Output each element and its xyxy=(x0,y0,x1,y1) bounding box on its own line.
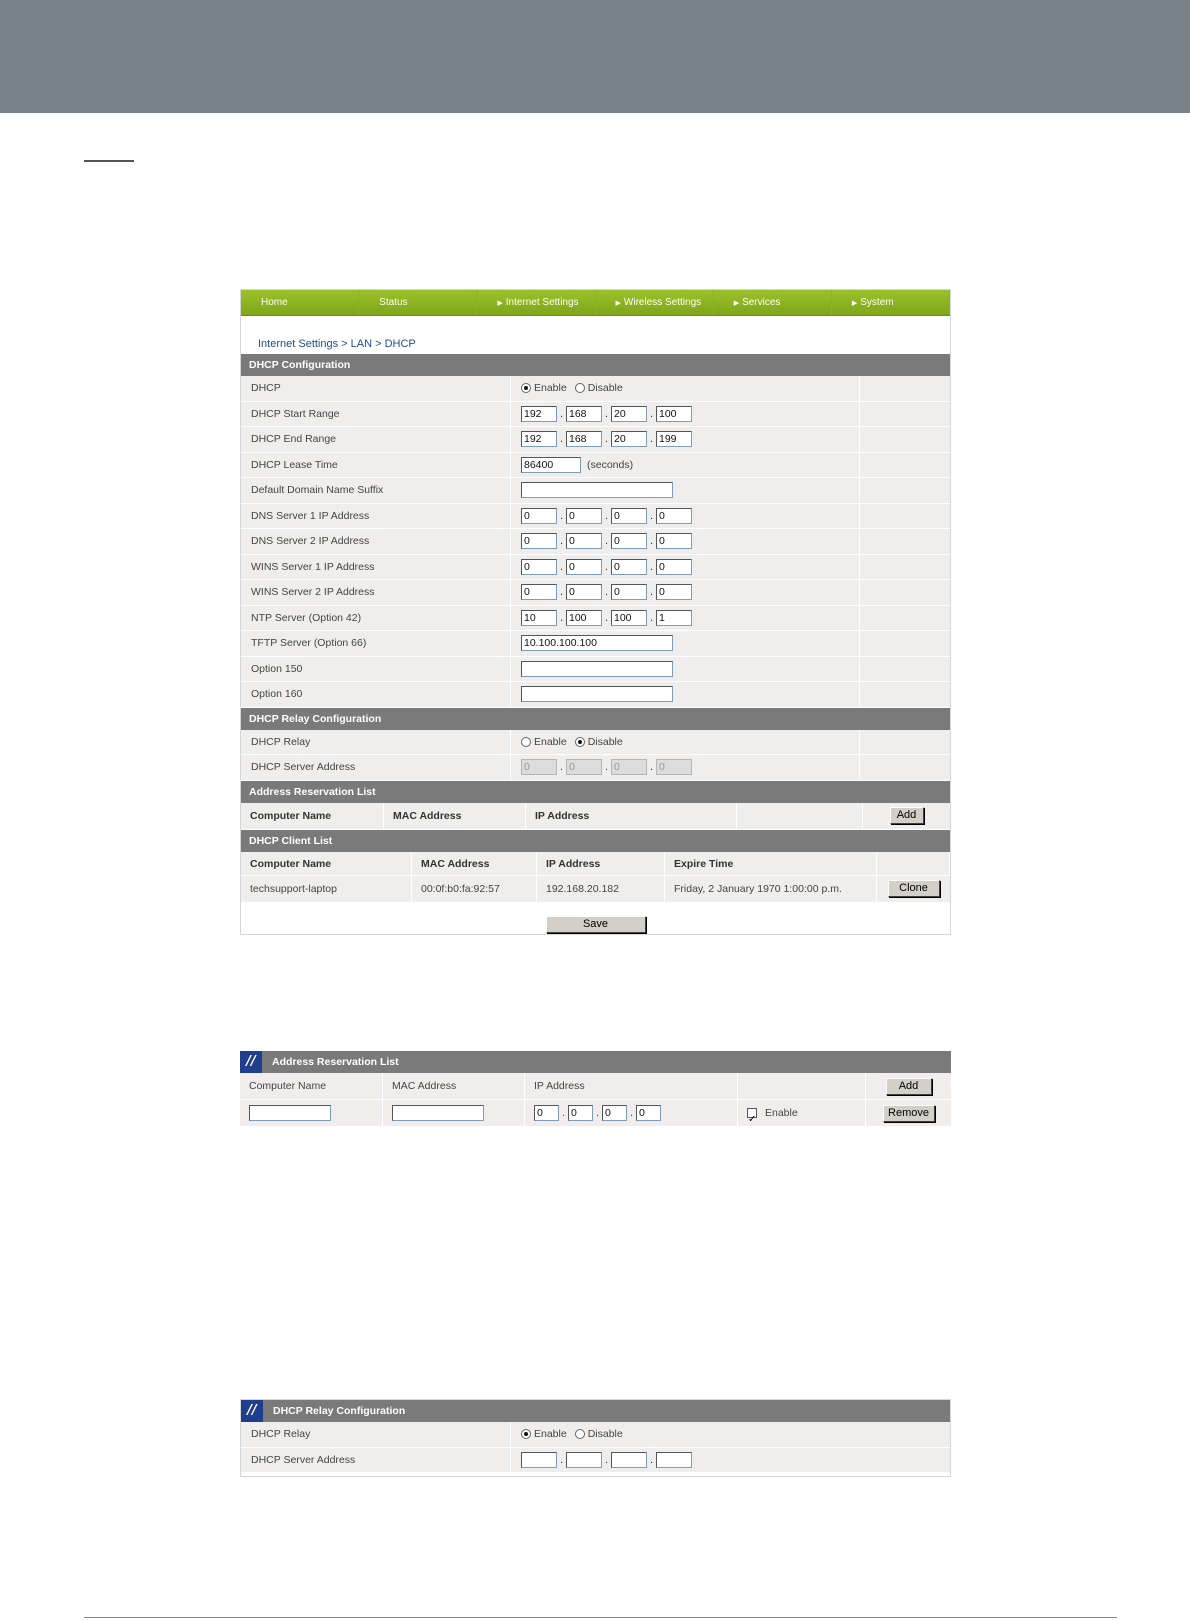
reservation-col-ip: IP Address xyxy=(526,803,737,829)
reservation-detail-col-name: Computer Name xyxy=(240,1073,383,1099)
top-banner xyxy=(0,0,1190,113)
relay-config-header: DHCP Relay Configuration xyxy=(241,708,950,730)
nav-wireless-settings[interactable] xyxy=(596,290,714,315)
relay-detail-enable-radio[interactable] xyxy=(521,1429,531,1439)
client-name-cell: techsupport-laptop xyxy=(241,876,412,902)
ntp-label: NTP Server (Option 42) xyxy=(241,606,511,631)
wins1-octet-3[interactable]: 0 xyxy=(611,559,647,575)
dhcp-toggle-row xyxy=(241,376,950,402)
reservation-mac-cell xyxy=(383,1100,525,1126)
dhcp-settings-screenshot xyxy=(240,289,951,935)
option150-field xyxy=(511,657,860,682)
nav-home-label: Home xyxy=(261,297,288,308)
end-range-octet-2[interactable]: 168 xyxy=(566,431,602,447)
relay-detail-toggle-row xyxy=(241,1422,950,1448)
top-nav-bar xyxy=(241,290,950,316)
reservation-col-mac: MAC Address xyxy=(384,803,526,829)
relay-detail-octet-2[interactable] xyxy=(566,1452,602,1468)
start-range-octet-2[interactable]: 168 xyxy=(566,406,602,422)
tftp-input[interactable]: 10.100.100.100 xyxy=(521,635,673,651)
reservation-enable-checkbox[interactable] xyxy=(747,1108,757,1118)
ip-dot: . xyxy=(604,560,609,573)
ip-dot: . xyxy=(649,509,654,522)
header-underline xyxy=(84,160,134,162)
ip-dot: . xyxy=(604,761,609,774)
client-col-expire: Expire Time xyxy=(665,852,877,875)
row-end-cell xyxy=(860,427,950,452)
nav-system[interactable] xyxy=(832,290,950,315)
start-range-octet-3[interactable]: 20 xyxy=(611,406,647,422)
brand-logo-icon: // xyxy=(240,1051,262,1073)
dhcp-config-header: DHCP Configuration xyxy=(241,354,950,376)
relay-enable-label: Enable xyxy=(534,735,567,748)
row-end-cell xyxy=(860,682,950,707)
relay-toggle xyxy=(511,730,860,755)
nav-status-label: Status xyxy=(379,297,408,308)
reservation-header: Address Reservation List xyxy=(241,781,950,803)
client-col-ip: IP Address xyxy=(537,852,665,875)
end-range-octet-3[interactable]: 20 xyxy=(611,431,647,447)
option150-input[interactable] xyxy=(521,661,673,677)
domain-suffix-label: Default Domain Name Suffix xyxy=(241,478,511,503)
reservation-detail-screenshot xyxy=(240,1051,951,1128)
relay-detail-header xyxy=(241,1400,950,1422)
end-range-ip xyxy=(511,427,860,452)
reservation-ip-octet-4[interactable]: 0 xyxy=(636,1105,661,1121)
client-ip-cell: 192.168.20.182 xyxy=(537,876,665,902)
save-button[interactable]: Save xyxy=(546,916,646,933)
dns2-row xyxy=(241,529,950,555)
ntp-octet-3[interactable]: 100 xyxy=(611,610,647,626)
row-end-cell xyxy=(860,555,950,580)
option160-input[interactable] xyxy=(521,686,673,702)
option160-label: Option 160 xyxy=(241,682,511,707)
reservation-detail-col-empty xyxy=(738,1073,866,1099)
ip-dot: . xyxy=(559,611,564,624)
reservation-ip-octet-2[interactable]: 0 xyxy=(568,1105,593,1121)
row-end-cell xyxy=(860,529,950,554)
row-end-cell xyxy=(860,657,950,682)
reservation-add-cell xyxy=(863,803,950,829)
client-col-empty xyxy=(877,852,950,875)
relay-enable-radio[interactable] xyxy=(521,737,531,747)
end-range-label: DHCP End Range xyxy=(241,427,511,452)
option160-field xyxy=(511,682,860,707)
wins2-ip xyxy=(511,580,860,605)
reservation-ip-octet-1[interactable]: 0 xyxy=(534,1105,559,1121)
relay-server-octet-1: 0 xyxy=(521,759,557,775)
breadcrumb[interactable]: Internet Settings > LAN > DHCP xyxy=(258,338,416,350)
reservation-name-input[interactable] xyxy=(249,1105,331,1121)
row-end-cell xyxy=(860,606,950,631)
ip-dot: . xyxy=(649,611,654,624)
ip-dot: . xyxy=(649,560,654,573)
row-end-cell xyxy=(860,402,950,427)
ip-dot: . xyxy=(559,407,564,420)
ip-dot: . xyxy=(649,586,654,599)
ntp-ip xyxy=(511,606,860,631)
start-range-ip xyxy=(511,402,860,427)
nav-system-label: System xyxy=(860,297,894,308)
domain-suffix-input[interactable] xyxy=(521,482,673,498)
reservation-detail-title: Address Reservation List xyxy=(272,1056,399,1068)
ip-dot: . xyxy=(604,407,609,420)
reservation-name-cell xyxy=(240,1100,383,1126)
reservation-col-empty xyxy=(737,803,863,829)
reservation-entry-row xyxy=(240,1100,951,1127)
end-range-row xyxy=(241,427,950,453)
nav-internet-settings[interactable] xyxy=(477,290,595,315)
row-end-cell xyxy=(860,504,950,529)
dns1-label: DNS Server 1 IP Address xyxy=(241,504,511,529)
reservation-mac-input[interactable] xyxy=(392,1105,484,1121)
arrow-right-icon: ▶ xyxy=(615,300,621,307)
row-end-cell xyxy=(860,453,950,478)
nav-status[interactable] xyxy=(359,290,477,315)
reservation-ip-octet-3[interactable]: 0 xyxy=(602,1105,627,1121)
ip-dot: . xyxy=(649,535,654,548)
relay-detail-enable-label: Enable xyxy=(534,1428,567,1441)
relay-detail-octet-1[interactable] xyxy=(521,1452,557,1468)
client-list-header: DHCP Client List xyxy=(241,830,950,852)
dns2-octet-4[interactable]: 0 xyxy=(656,533,692,549)
dns2-ip xyxy=(511,529,860,554)
relay-detail-server-ip xyxy=(511,1448,950,1473)
ip-dot: . xyxy=(604,586,609,599)
wins2-octet-3[interactable]: 0 xyxy=(611,584,647,600)
dns2-octet-2[interactable]: 0 xyxy=(566,533,602,549)
relay-detail-toggle xyxy=(511,1422,950,1447)
arrow-right-icon: ▶ xyxy=(851,300,858,307)
ip-dot: . xyxy=(649,407,654,420)
ip-dot: . xyxy=(559,560,564,573)
relay-server-octet-2: 0 xyxy=(566,759,602,775)
relay-detail-disable-label: Disable xyxy=(587,1428,623,1441)
ip-dot: . xyxy=(559,761,564,774)
ip-dot: . xyxy=(559,586,564,599)
relay-detail-disable-radio[interactable] xyxy=(575,1429,585,1439)
relay-label: DHCP Relay xyxy=(241,730,511,755)
relay-detail-title: DHCP Relay Configuration xyxy=(273,1405,406,1417)
ip-dot: . xyxy=(595,1106,600,1119)
dns2-label: DNS Server 2 IP Address xyxy=(241,529,511,554)
dns1-octet-3[interactable]: 0 xyxy=(611,508,647,524)
reservation-enable-label: Enable xyxy=(765,1106,798,1119)
start-range-label: DHCP Start Range xyxy=(241,402,511,427)
ntp-row xyxy=(241,606,950,632)
add-reservation-button[interactable]: Add xyxy=(886,1078,932,1095)
client-list-header-row xyxy=(241,852,950,876)
relay-disable-radio[interactable] xyxy=(575,737,585,747)
relay-server-row xyxy=(241,755,950,781)
dhcp-enable-label: Enable xyxy=(534,382,567,395)
ip-dot: . xyxy=(604,433,609,446)
nav-services-label: Services xyxy=(742,297,781,308)
ntp-octet-2[interactable]: 100 xyxy=(566,610,602,626)
clone-button[interactable]: Clone xyxy=(888,880,940,897)
dhcp-enable-radio[interactable] xyxy=(521,383,531,393)
table-row xyxy=(241,876,950,903)
reservation-detail-header-row xyxy=(240,1073,951,1100)
dhcp-disable-label: Disable xyxy=(587,382,623,395)
relay-detail-label: DHCP Relay xyxy=(241,1422,511,1447)
ip-dot: . xyxy=(559,535,564,548)
wins1-row xyxy=(241,555,950,581)
nav-home[interactable] xyxy=(241,290,359,315)
dns1-octet-1[interactable]: 0 xyxy=(521,508,557,524)
ip-dot: . xyxy=(604,509,609,522)
dns1-ip xyxy=(511,504,860,529)
end-range-octet-1[interactable]: 192 xyxy=(521,431,557,447)
ip-dot: . xyxy=(559,509,564,522)
reservation-enable-cell xyxy=(738,1100,866,1126)
save-area xyxy=(241,903,950,946)
wins2-label: WINS Server 2 IP Address xyxy=(241,580,511,605)
dns2-octet-1[interactable]: 0 xyxy=(521,533,557,549)
client-clone-cell xyxy=(877,876,950,902)
ip-dot: . xyxy=(604,611,609,624)
footer-rule xyxy=(84,1617,1117,1618)
row-end-cell xyxy=(860,730,950,755)
tftp-label: TFTP Server (Option 66) xyxy=(241,631,511,656)
ntp-octet-4[interactable]: 1 xyxy=(656,610,692,626)
ip-dot: . xyxy=(604,535,609,548)
row-end-cell xyxy=(860,631,950,656)
client-expire-cell: Friday, 2 January 1970 1:00:00 p.m. xyxy=(665,876,877,902)
relay-server-ip xyxy=(511,755,860,780)
wins2-octet-4[interactable]: 0 xyxy=(656,584,692,600)
wins1-octet-1[interactable]: 0 xyxy=(521,559,557,575)
reservation-detail-col-ip: IP Address xyxy=(525,1073,738,1099)
row-end-cell xyxy=(860,376,950,401)
row-end-cell xyxy=(860,580,950,605)
lease-time-field xyxy=(511,453,860,478)
ip-dot: . xyxy=(629,1106,634,1119)
relay-server-label: DHCP Server Address xyxy=(241,755,511,780)
lease-time-label: DHCP Lease Time xyxy=(241,453,511,478)
dns1-octet-2[interactable]: 0 xyxy=(566,508,602,524)
option150-row xyxy=(241,657,950,683)
ip-dot: . xyxy=(649,1453,654,1466)
wins2-octet-1[interactable]: 0 xyxy=(521,584,557,600)
wins1-ip xyxy=(511,555,860,580)
wins1-octet-4[interactable]: 0 xyxy=(656,559,692,575)
reservation-detail-add-cell xyxy=(866,1073,951,1099)
tftp-field xyxy=(511,631,860,656)
nav-wireless-settings-label: Wireless Settings xyxy=(623,297,702,308)
relay-detail-octet-3[interactable] xyxy=(611,1452,647,1468)
wins1-octet-2[interactable]: 0 xyxy=(566,559,602,575)
tftp-row xyxy=(241,631,950,657)
reservation-header-row xyxy=(241,803,950,830)
dns1-octet-4[interactable]: 0 xyxy=(656,508,692,524)
reservation-detail-col-mac: MAC Address xyxy=(383,1073,525,1099)
start-range-octet-1[interactable]: 192 xyxy=(521,406,557,422)
reservation-ip-cell xyxy=(525,1100,738,1126)
arrow-right-icon: ▶ xyxy=(733,300,740,307)
end-range-octet-4[interactable]: 199 xyxy=(656,431,692,447)
dhcp-disable-radio[interactable] xyxy=(575,383,585,393)
domain-suffix-row xyxy=(241,478,950,504)
dhcp-label: DHCP xyxy=(241,376,511,401)
ip-dot: . xyxy=(559,1453,564,1466)
dns2-octet-3[interactable]: 0 xyxy=(611,533,647,549)
arrow-right-icon: ▶ xyxy=(497,300,503,307)
row-end-cell xyxy=(860,755,950,780)
wins2-row xyxy=(241,580,950,606)
ip-dot: . xyxy=(561,1106,566,1119)
domain-suffix-field xyxy=(511,478,860,503)
reservation-remove-cell xyxy=(866,1100,951,1126)
relay-detail-server-label: DHCP Server Address xyxy=(241,1448,511,1473)
nav-internet-settings-label: Internet Settings xyxy=(505,297,579,308)
wins2-octet-2[interactable]: 0 xyxy=(566,584,602,600)
relay-detail-screenshot xyxy=(240,1399,951,1477)
start-range-octet-4[interactable]: 100 xyxy=(656,406,692,422)
add-reservation-button[interactable]: Add xyxy=(890,807,924,824)
relay-detail-server-row xyxy=(241,1448,950,1474)
relay-server-octet-3: 0 xyxy=(611,759,647,775)
client-col-name: Computer Name xyxy=(241,852,412,875)
ip-dot: . xyxy=(649,433,654,446)
ip-dot: . xyxy=(649,761,654,774)
ip-dot: . xyxy=(604,1453,609,1466)
relay-toggle-row xyxy=(241,730,950,756)
dhcp-toggle xyxy=(511,376,860,401)
option160-row xyxy=(241,682,950,708)
client-col-mac: MAC Address xyxy=(412,852,537,875)
start-range-row xyxy=(241,402,950,428)
lease-time-input[interactable]: 86400 xyxy=(521,457,581,473)
lease-time-row xyxy=(241,453,950,479)
relay-server-octet-4: 0 xyxy=(656,759,692,775)
relay-disable-label: Disable xyxy=(587,735,623,748)
ntp-octet-1[interactable]: 10 xyxy=(521,610,557,626)
row-end-cell xyxy=(860,478,950,503)
lease-time-unit: (seconds) xyxy=(587,458,634,471)
wins1-label: WINS Server 1 IP Address xyxy=(241,555,511,580)
relay-detail-octet-4[interactable] xyxy=(656,1452,692,1468)
ip-dot: . xyxy=(559,433,564,446)
remove-reservation-button[interactable]: Remove xyxy=(883,1105,935,1122)
option150-label: Option 150 xyxy=(241,657,511,682)
brand-logo-icon: // xyxy=(241,1400,263,1422)
reservation-col-name: Computer Name xyxy=(241,803,384,829)
client-mac-cell: 00:0f:b0:fa:92:57 xyxy=(412,876,537,902)
nav-services[interactable] xyxy=(714,290,832,315)
reservation-detail-header xyxy=(240,1051,951,1073)
dns1-row xyxy=(241,504,950,530)
